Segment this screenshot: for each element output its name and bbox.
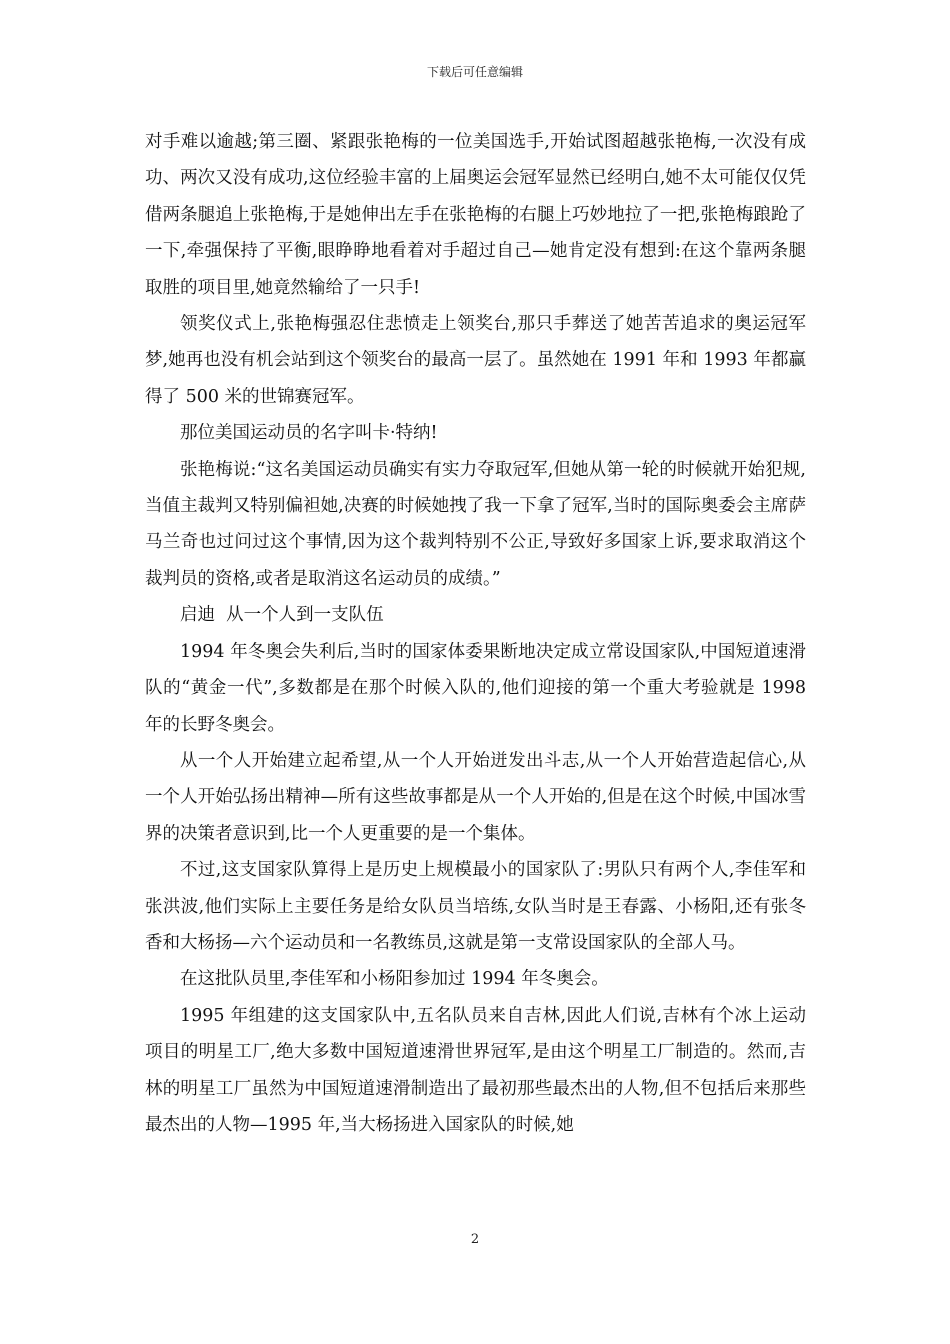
paragraph-8: 不过,这支国家队算得上是历史上规模最小的国家队了:男队只有两个人,李佳军和张洪波,他们实际上主要任务是给女队员当培练,女队当时是王春露、小杨阳,还有张冬香和大杨扬—六个运动员和一名教练员,这就是第一支常设国家队的全部人马。 bbox=[145, 860, 806, 953]
document-body bbox=[145, 124, 806, 1143]
paragraph-7: 从一个人开始建立起希望,从一个人开始迸发出斗志,从一个人开始营造起信心,从一个人开始弘扬出精神—所有这些故事都是从一个人开始的,但是在这个时候,中国冰雪界的决策者意识到,比一个人更重要的是一个集体。 bbox=[145, 750, 806, 844]
paragraph-9: 在这批队员里,李佳军和小杨阳参加过 1994 年冬奥会。 bbox=[180, 969, 609, 990]
page-number: 2 bbox=[470, 1232, 480, 1247]
page-header: 下载后可任意编辑 bbox=[426, 65, 523, 79]
paragraph-6: 1994 年冬奥会失利后,当时的国家体委果断地决定成立常设国家队,中国短道速滑队的“黄金一代”,多数都是在那个时候入队的,他们迎接的第一个重大考验就是 1998 年的长野冬奥会。 bbox=[145, 641, 806, 735]
paragraph-3: 那位美国运动员的名字叫卡·特纳! bbox=[180, 423, 438, 444]
paragraph-10: 1995 年组建的这支国家队中,五名队员来自吉林,因此人们说,吉林有个冰上运动项目的明星工厂,绝大多数中国短道速滑世界冠军,是由这个明星工厂制造的。然而,吉林的明星工厂虽然为中国短道速滑制造出了最初那些最杰出的人物,但不包括后来那些最杰出的人物—1995 年,当大杨扬进入国家队的时候,她 bbox=[145, 1005, 806, 1135]
paragraph-4: 张艳梅说:“这名美国运动员确实有实力夺取冠军,但她从第一轮的时候就开始犯规,当值主裁判又特别偏袒她,决赛的时候她拽了我一下拿了冠军,当时的国际奥委会主席萨马兰奇也过问过这个事情,因为这个裁判特别不公正,导致好多国家上诉,要求取消这个裁判员的资格,或者是取消这名运动员的成绩。” bbox=[145, 459, 806, 589]
paragraph-2: 领奖仪式上,张艳梅强忍住悲愤走上领奖台,那只手葬送了她苦苦追求的奥运冠军梦,她再也没有机会站到这个领奖台的最高一层了。虽然她在 1991 年和 1993 年都赢得了 500 米的世锦赛冠军。 bbox=[145, 314, 806, 407]
paragraph-1: 对手难以逾越;第三圈、紧跟张艳梅的一位美国选手,开始试图超越张艳梅,一次没有成功、两次又没有成功,这位经验丰富的上届奥运会冠军显然已经明白,她不太可能仅仅凭借两条腿追上张艳梅,于是她伸出左手在张艳梅的右腿上巧妙地拉了一把,张艳梅踉跄了一下,牵强保持了平衡,眼睁睁地看着对手超过自己—她肯定没有想到:在这个靠两条腿取胜的项目里,她竟然输给了一只手! bbox=[145, 132, 806, 298]
section-heading: 启迪 从一个人到一支队伍 bbox=[180, 605, 384, 626]
